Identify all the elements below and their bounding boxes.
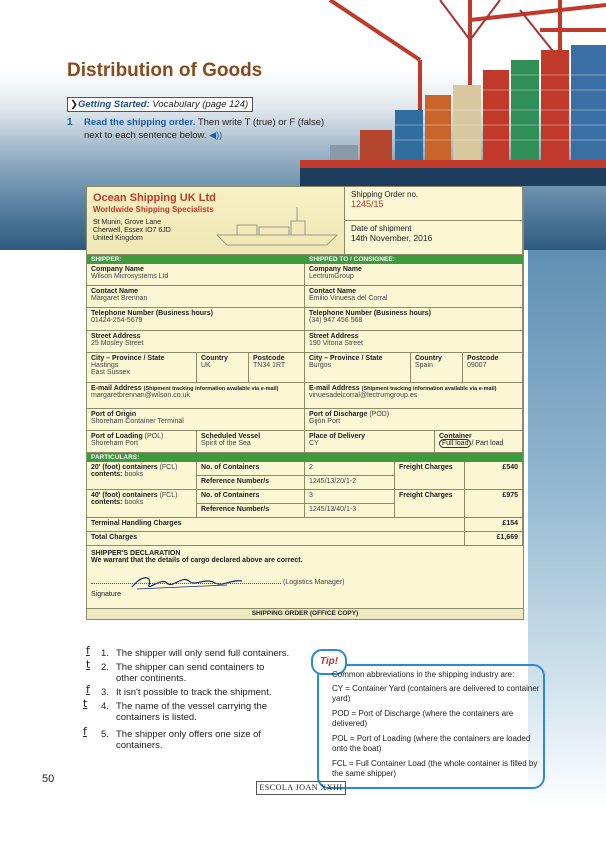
order-number-cell <box>345 187 523 221</box>
label: 20' (foot) containers <box>91 464 158 471</box>
answer-1[interactable]: f <box>86 644 90 657</box>
row2-ref: 1245/13/40/1-3 <box>305 504 395 518</box>
question-text: The name of the vessel carrying the containers is listed. <box>116 701 268 723</box>
tip-line: POD = Port of Discharge (where the containers are delivered) <box>332 709 514 728</box>
shipment-date: 14th November, 2016 <box>351 233 433 243</box>
shipper-header: SHIPPER: <box>87 255 305 264</box>
label: E-mail Address <box>91 385 142 392</box>
signature-line <box>225 583 281 584</box>
company-address <box>93 219 203 243</box>
label: Company Name <box>91 266 144 273</box>
shipper-postcode-cell <box>249 353 305 383</box>
page-number: 50 <box>42 773 55 785</box>
row1-ref-label: Reference Number/s <box>197 476 305 490</box>
tip-intro: Common abbreviations in the shipping industry are: <box>332 670 515 679</box>
answer-5[interactable]: f <box>83 725 87 738</box>
shipper-street-cell <box>87 331 305 353</box>
label: Telephone Number (Business hours) <box>91 310 213 317</box>
value: margaretbrennan@wilson.co.uk <box>91 392 190 399</box>
value: 190 Vitoria Street <box>309 340 363 347</box>
label: Postcode <box>253 355 285 362</box>
tag-bold: Getting Started: <box>77 99 150 110</box>
label: Street Address <box>91 333 141 340</box>
question-num: 4. <box>101 701 109 712</box>
speaker-icon[interactable]: ◀)) <box>209 130 223 140</box>
declaration-title: SHIPPER'S DECLARATION <box>91 550 181 557</box>
row1-ref: 1245/13/20/1-2 <box>305 476 395 490</box>
handwritten-signature <box>127 571 247 593</box>
shipper-company-cell <box>87 264 305 286</box>
getting-started-tag[interactable] <box>67 97 253 112</box>
value: vinuesadelcorral@lectrumgroup.es <box>309 392 418 399</box>
loading-cell <box>87 431 197 453</box>
instruction-bold: Read the shipping order. <box>84 117 196 128</box>
address-line: Cherwell, Essex IO7 6JD <box>93 227 171 234</box>
exercise-number: 1 <box>67 117 73 128</box>
order-label: Shipping Order no. <box>351 190 419 199</box>
label: Telephone Number (Business hours) <box>309 310 431 317</box>
question-num: 5. <box>101 729 109 740</box>
label: Contact Name <box>91 288 139 295</box>
abbr: (FCL) <box>159 492 178 499</box>
abbr: (FCL) <box>159 464 178 471</box>
abbr: (POL) <box>144 433 164 440</box>
part-load: / Part load <box>471 440 504 447</box>
value: books <box>124 499 144 506</box>
terminal-label: Terminal Handling Charges <box>87 518 465 532</box>
tip-label: Tip! <box>311 649 347 675</box>
address-line: United Kingdom <box>93 235 143 242</box>
value: books <box>124 471 144 478</box>
tip-line: CY = Container Yard (containers are delivered to container yard) <box>332 684 540 703</box>
tip-line: POL = Port of Loading (where the containers are loaded onto the boat) <box>332 734 531 753</box>
value: Hastings <box>91 362 119 369</box>
row2-no: 3 <box>305 490 395 504</box>
question-num: 2. <box>101 662 109 673</box>
email-note: (Shipment tracking information available via e-mail) <box>361 386 497 392</box>
shipper-contact-cell <box>87 286 305 308</box>
label: City – Province / State <box>309 355 383 362</box>
value: Shoreham Port <box>91 440 139 447</box>
label: contents: <box>91 499 123 506</box>
label: E-mail Address <box>309 385 360 392</box>
vessel-cell <box>197 431 305 453</box>
label: 40' (foot) containers <box>91 492 158 499</box>
value: (34) 947 456 568 <box>309 317 363 324</box>
shipper-email-cell <box>87 383 305 409</box>
label: City – Province / State <box>91 355 165 362</box>
company-tagline: Worldwide Shipping Specialists <box>93 205 214 214</box>
question-num: 1. <box>101 648 109 659</box>
shipper-city-cell <box>87 353 197 383</box>
delivery-cell <box>305 431 435 453</box>
tip-line: FCL = Full Container Load (the whole container is filled by the same shipper) <box>332 759 538 778</box>
question-text: The shipper will only send full containers. <box>116 648 290 659</box>
label: Postcode <box>467 355 499 362</box>
container-cell <box>435 431 523 453</box>
page-title: Distribution of Goods <box>67 60 263 81</box>
question-num: 3. <box>101 687 109 698</box>
date-label: Date of shipment <box>351 224 412 233</box>
signature-label: Signature <box>91 591 121 598</box>
shipper-country-cell <box>197 353 249 383</box>
row1-charges: £540 <box>465 462 523 490</box>
terminal-charges: £154 <box>465 518 523 532</box>
row2-charges: £975 <box>465 490 523 518</box>
company-header <box>87 187 345 255</box>
value: Spirit of the Sea <box>201 440 251 447</box>
consignee-contact-cell <box>305 286 523 308</box>
instruction-rest: Then write T (true) or F (false) next to each sentence below. <box>84 117 325 141</box>
question-text: The shipper can send containers to other continents. <box>116 662 265 684</box>
value: 25 Mosley Street <box>91 340 144 347</box>
full-load-circled: Full load <box>439 439 471 448</box>
label: Country <box>415 355 442 362</box>
row1-no: 2 <box>305 462 395 476</box>
consignee-company-cell <box>305 264 523 286</box>
signature-line <box>91 583 221 584</box>
order-number: 1245/15 <box>351 199 384 209</box>
shipper-phone-cell <box>87 308 305 331</box>
label: Scheduled Vessel <box>201 433 261 440</box>
value: Gijón Port <box>309 418 341 425</box>
label: Country <box>201 355 228 362</box>
consignee-phone-cell <box>305 308 523 331</box>
discharge-cell <box>305 409 523 431</box>
value: Shoreham Container Terminal <box>91 418 184 425</box>
consignee-city-cell <box>305 353 411 383</box>
shipping-order-form <box>86 186 524 620</box>
origin-cell <box>87 409 305 431</box>
row1-no-label: No. of Containers <box>197 462 305 476</box>
row2-ref-label: Reference Number/s <box>197 504 305 518</box>
question-text: The shipper only offers one size of containers. <box>116 729 262 751</box>
value: LectrumGroup <box>309 273 354 280</box>
answer-2[interactable]: t <box>86 658 91 671</box>
address-line: St Munin, Grove Lane <box>93 219 162 226</box>
label: Port of Discharge <box>309 411 368 418</box>
label: Place of Delivery <box>309 433 366 440</box>
consignee-header: SHIPPED TO / CONSIGNEE: <box>305 255 523 264</box>
answer-4[interactable]: t <box>83 697 88 710</box>
company-name: Ocean Shipping UK Ltd <box>93 192 216 204</box>
value: 09007 <box>467 362 487 369</box>
row1-description <box>87 462 197 490</box>
chevron-right-icon: ❯ <box>70 99 78 110</box>
label: Street Address <box>309 333 359 340</box>
school-stamp: ESCOLA JOAN XXIII <box>256 781 346 795</box>
tag-rest: Vocabulary (page 124) <box>152 99 249 110</box>
value: East Sussex <box>91 369 130 376</box>
question-text: It isn't possible to track the shipment. <box>116 687 272 698</box>
declaration <box>91 550 511 564</box>
value: Wilson Microsystems Ltd <box>91 273 169 280</box>
label: Company Name <box>309 266 362 273</box>
value: Spain <box>415 362 433 369</box>
total-charges: £1,669 <box>465 532 523 546</box>
value: CY <box>309 440 319 447</box>
consignee-postcode-cell <box>463 353 523 383</box>
signatory-role: (Logistics Manager) <box>283 579 345 586</box>
value: Emilio Vinuesa del Corral <box>309 295 388 302</box>
value: 01424-254-5679 <box>91 317 143 324</box>
label: contents: <box>91 471 123 478</box>
form-footer: SHIPPING ORDER (OFFICE COPY) <box>87 608 523 619</box>
value: TN34 1RT <box>253 362 286 369</box>
consignee-country-cell <box>411 353 463 383</box>
exercise-instruction <box>84 117 344 142</box>
answer-3[interactable]: f <box>86 683 90 696</box>
label: Contact Name <box>309 288 357 295</box>
particulars-header: PARTICULARS: <box>87 453 523 462</box>
value: Burgos <box>309 362 332 369</box>
row2-charges-label: Freight Charges <box>395 490 465 518</box>
value: Margaret Brennan <box>91 295 148 302</box>
label: Container <box>439 433 472 440</box>
abbr: (POD) <box>369 411 390 418</box>
consignee-street-cell <box>305 331 523 353</box>
row2-no-label: No. of Containers <box>197 490 305 504</box>
total-label: Total Charges <box>87 532 465 546</box>
label: Port of Origin <box>91 411 137 418</box>
value: UK <box>201 362 211 369</box>
email-note: (Shipment tracking information available via e-mail) <box>143 386 279 392</box>
date-cell <box>345 221 523 255</box>
row1-charges-label: Freight Charges <box>395 462 465 490</box>
row2-description <box>87 490 197 518</box>
declaration-text: We warrant that the details of cargo declared above are correct. <box>91 557 303 564</box>
label: Port of Loading <box>91 433 143 440</box>
consignee-email-cell <box>305 383 523 409</box>
